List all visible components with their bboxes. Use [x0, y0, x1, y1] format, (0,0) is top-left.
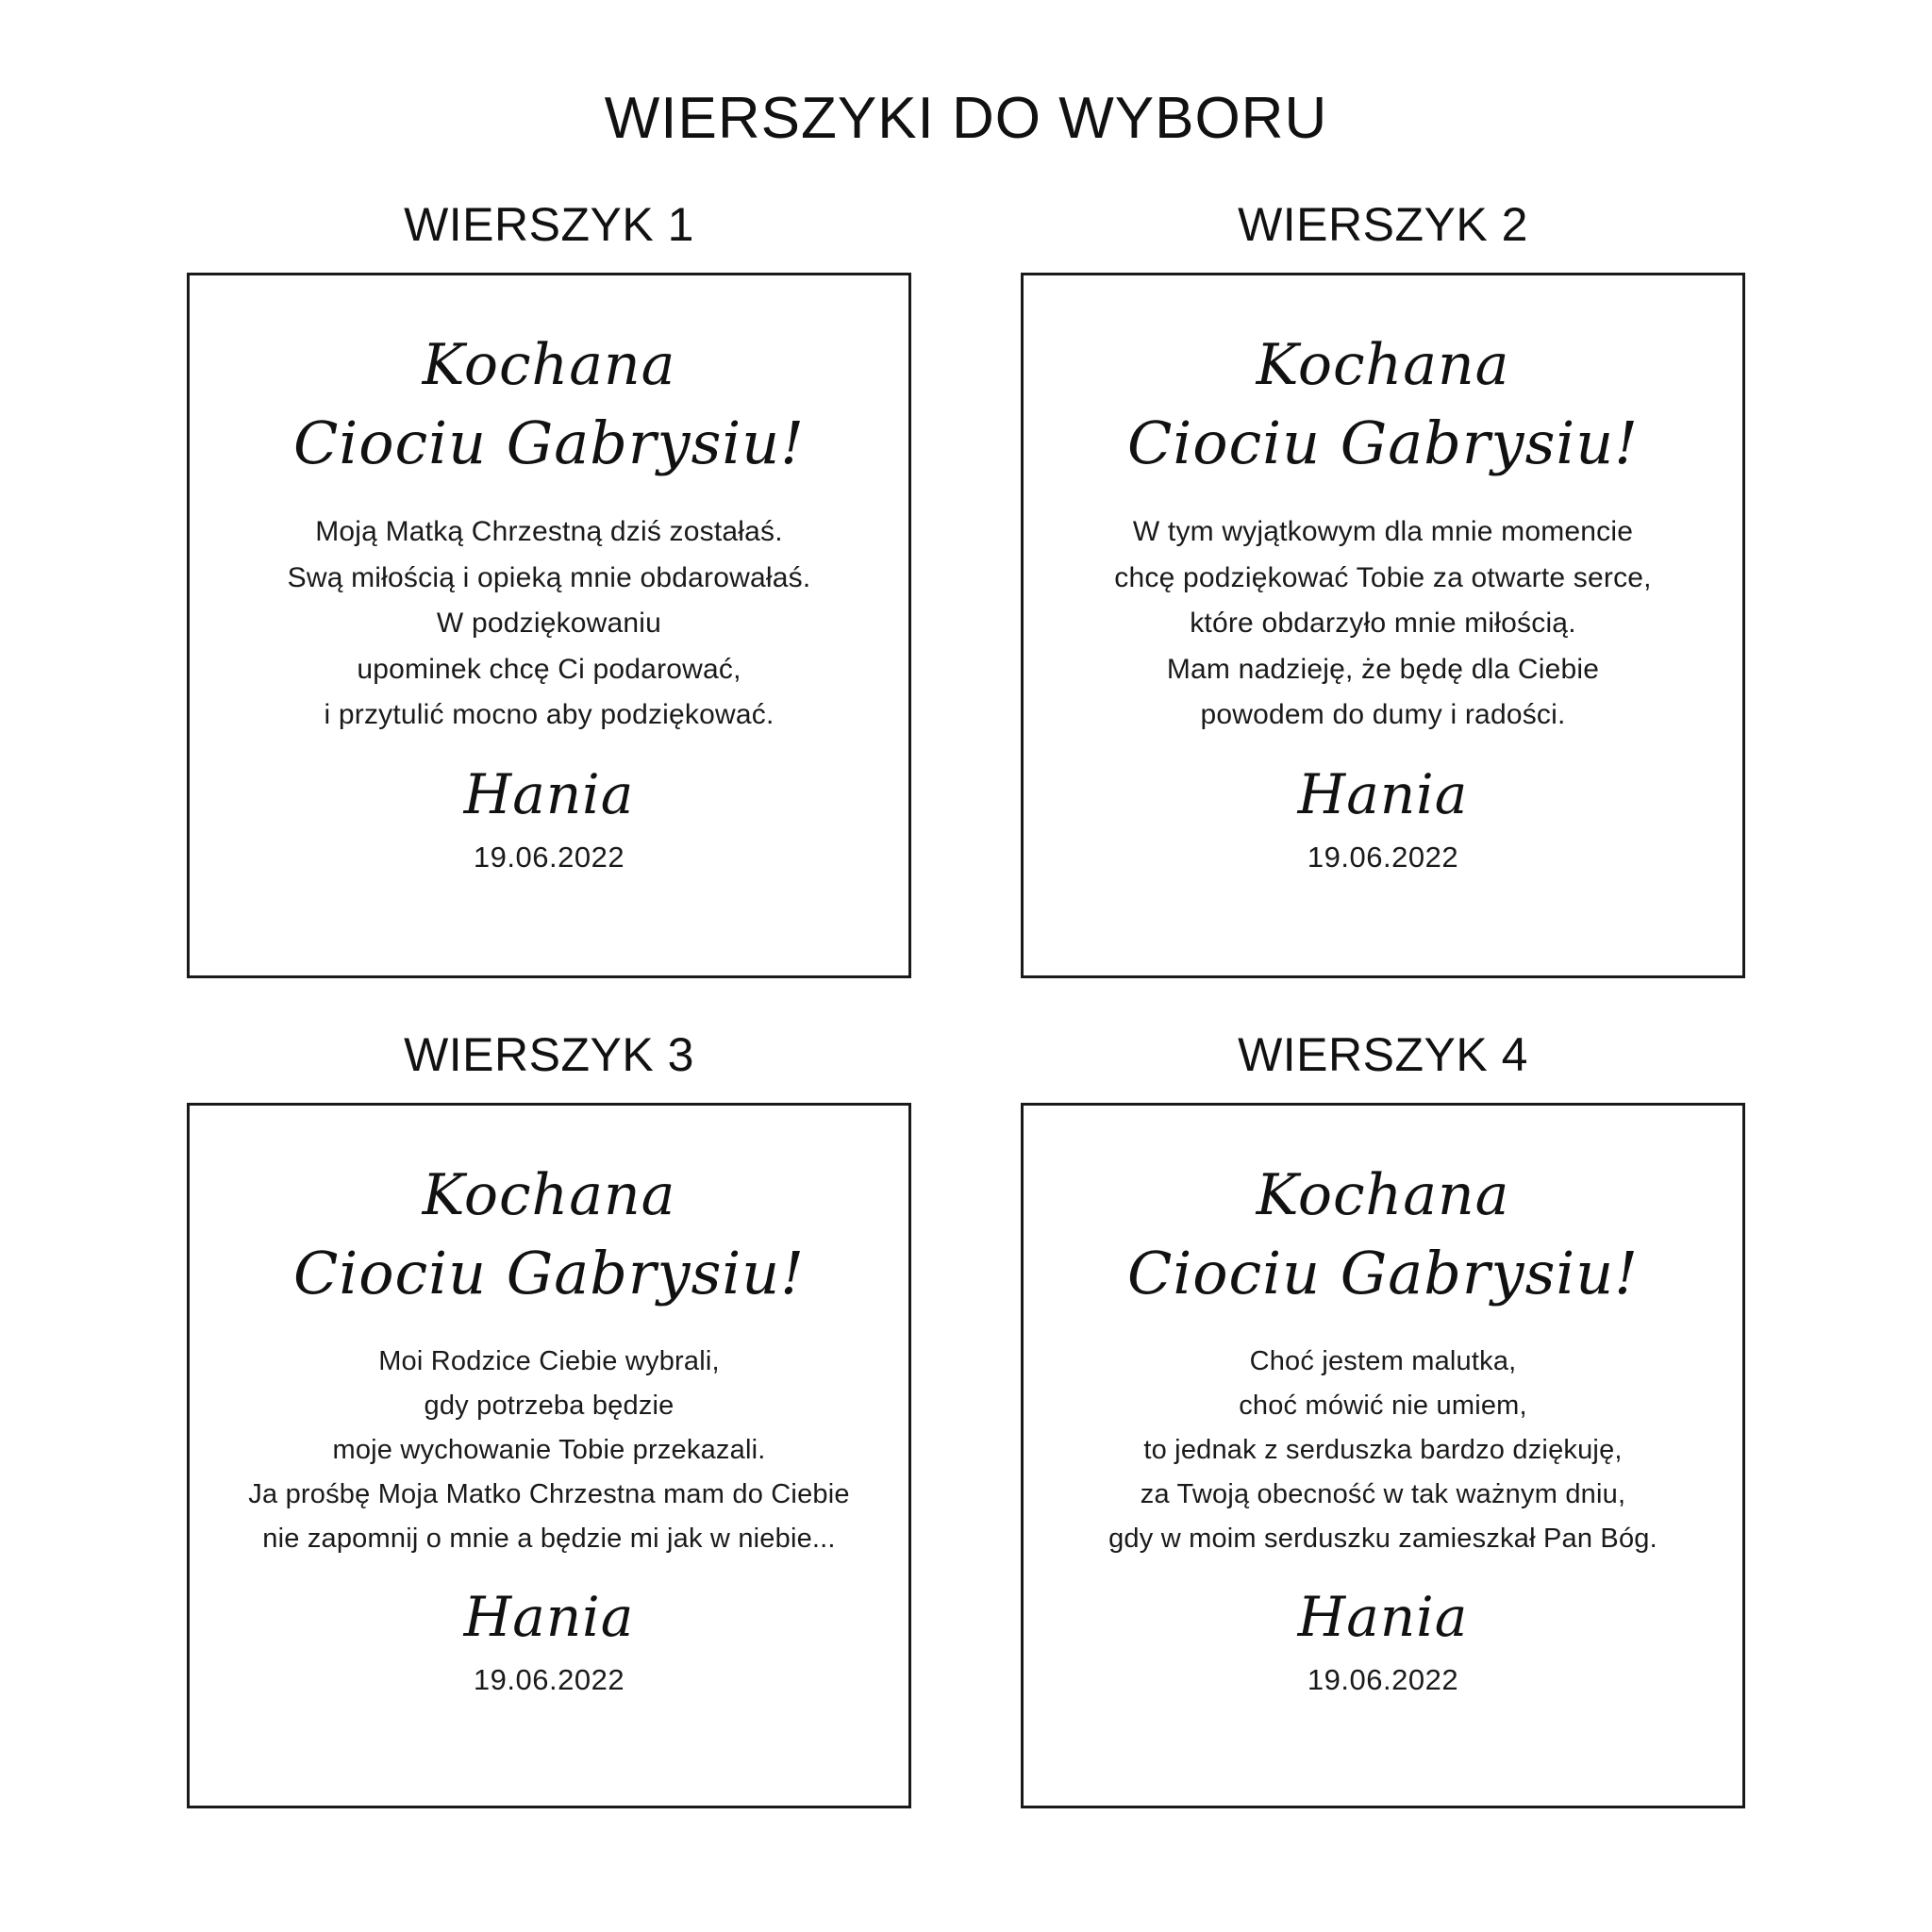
poem-card-1-body	[288, 509, 811, 739]
poem-card-grid	[170, 197, 1762, 1808]
poem-line: powodem do dumy i radości.	[1200, 699, 1566, 731]
poem-line: za Twoją obecność w tak ważnym dniu,	[1140, 1479, 1626, 1509]
poem-card-2-greeting-line1: Kochana	[1256, 332, 1510, 398]
poem-card-3-signature: Hania	[463, 1584, 635, 1649]
poem-line: Mam nadzieję, że będę dla Ciebie	[1166, 653, 1600, 685]
poem-card-1-signature: Hania	[463, 762, 635, 827]
poem-line: W tym wyjątkowym dla mnie momencie	[1132, 516, 1634, 548]
poem-line: W podziękowaniu	[436, 608, 662, 640]
poem-card-4-signature: Hania	[1297, 1584, 1469, 1649]
poem-card-4-frame	[1021, 1103, 1745, 1808]
poem-card-4-date: 19.06.2022	[1307, 1662, 1459, 1696]
poem-card-3-frame	[187, 1103, 911, 1808]
poem-line: choć mówić nie umiem,	[1239, 1391, 1527, 1422]
poem-card-1-frame	[187, 273, 911, 978]
poem-card-3-date: 19.06.2022	[473, 1662, 625, 1696]
poem-card-2-body	[1114, 509, 1651, 739]
poem-card-1-greeting-line1: Kochana	[422, 332, 676, 398]
poem-card-3[interactable]	[170, 1027, 928, 1808]
poem-line: gdy w moim serduszku zamieszkał Pan Bóg.	[1108, 1523, 1657, 1554]
poem-card-4-greeting-line1: Kochana	[1256, 1162, 1510, 1228]
poem-card-3-body	[248, 1340, 849, 1561]
page-title: WIERSZYKI DO WYBORU	[604, 86, 1328, 151]
poem-card-3-greeting-line2: Ciociu Gabrysiu!	[292, 1239, 806, 1307]
poem-card-1-greeting-line2: Ciociu Gabrysiu!	[292, 408, 806, 477]
poem-line: chcę podziękować Tobie za otwarte serce,	[1114, 561, 1652, 593]
poem-line: Ja prośbę Moja Matko Chrzestna mam do Ciebie	[248, 1479, 850, 1509]
poem-card-2-date: 19.06.2022	[1307, 841, 1459, 874]
poem-card-3-greeting-line1: Kochana	[422, 1162, 676, 1228]
poem-line: to jednak z serduszka bardzo dziękuję,	[1143, 1435, 1623, 1466]
poem-card-1[interactable]	[170, 197, 928, 978]
poem-card-4[interactable]	[1004, 1027, 1762, 1808]
poem-card-2-title: WIERSZYK 2	[1238, 198, 1528, 251]
poem-card-1-date: 19.06.2022	[473, 841, 625, 874]
poem-line: moje wychowanie Tobie przekazali.	[332, 1435, 766, 1466]
poem-card-2-greeting-line2: Ciociu Gabrysiu!	[1126, 408, 1640, 477]
poem-line: Moi Rodzice Ciebie wybrali,	[378, 1346, 720, 1377]
poem-card-2-signature: Hania	[1297, 762, 1469, 827]
poem-card-4-greeting-line2: Ciociu Gabrysiu!	[1126, 1239, 1640, 1307]
poem-line: upominek chcę Ci podarować,	[357, 653, 741, 685]
poem-line: gdy potrzeba będzie	[424, 1391, 675, 1422]
poem-line: Choć jestem malutka,	[1249, 1346, 1517, 1377]
poem-card-4-title: WIERSZYK 4	[1238, 1028, 1528, 1081]
poem-line: Swą miłością i opieką mnie obdarowałaś.	[287, 561, 811, 593]
poem-card-4-body	[1108, 1340, 1657, 1561]
poem-line: Moją Matką Chrzestną dziś zostałaś.	[315, 516, 783, 548]
poem-line: i przytulić mocno aby podziękować.	[324, 699, 774, 731]
poem-line: które obdarzyło mnie miłością.	[1190, 608, 1576, 640]
poem-card-1-title: WIERSZYK 1	[404, 198, 694, 251]
poem-line: nie zapomnij o mnie a będzie mi jak w niebie...	[262, 1523, 836, 1554]
poem-card-3-title: WIERSZYK 3	[404, 1028, 694, 1081]
poem-card-2[interactable]	[1004, 197, 1762, 978]
poem-card-2-frame	[1021, 273, 1745, 978]
